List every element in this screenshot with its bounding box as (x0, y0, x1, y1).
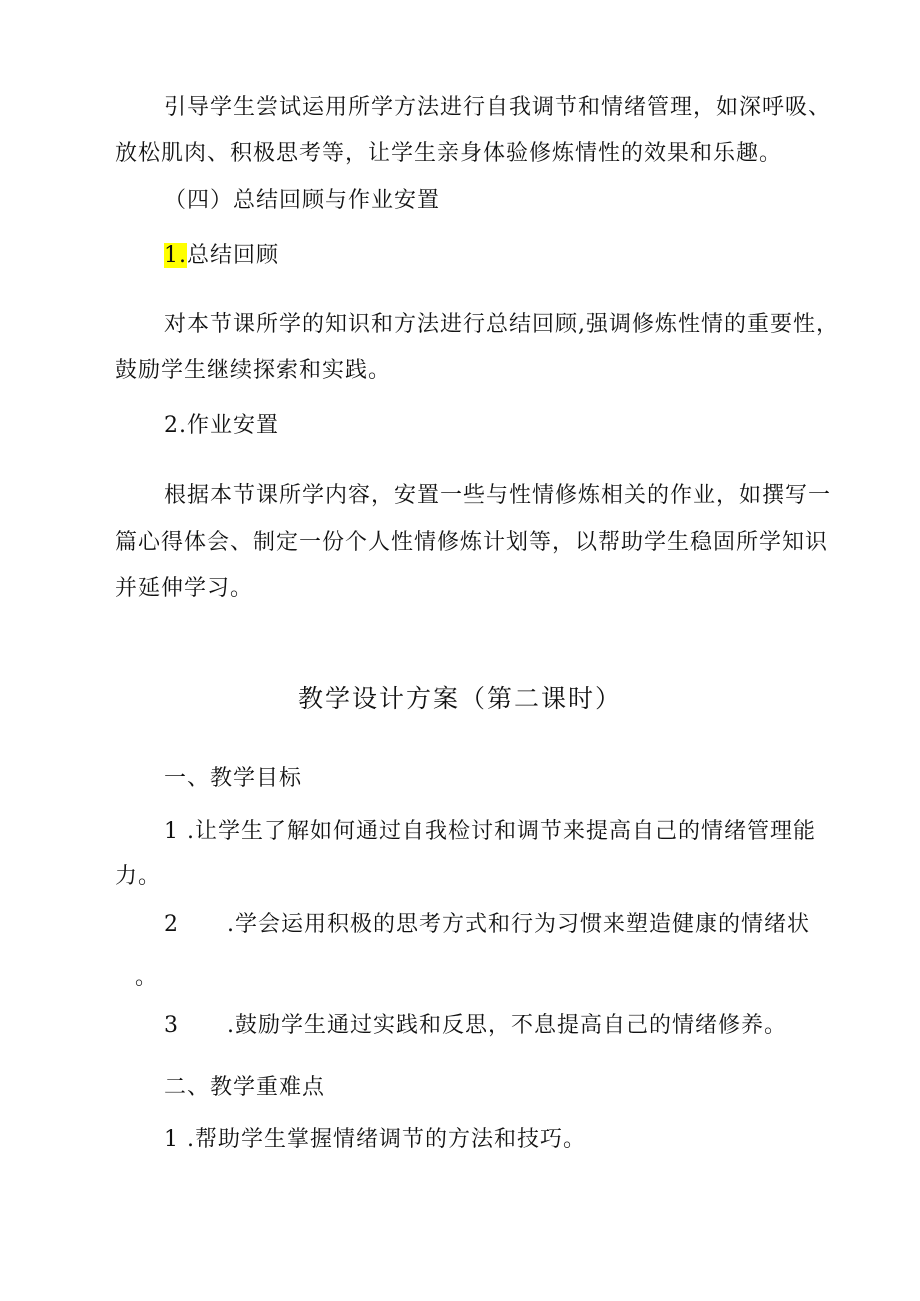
subsection-heading: 2.作业安置 (164, 413, 279, 438)
body-text-line: 篇心得体会、制定一份个人性情修炼计划等，以帮助学生稳固所学知识 (115, 530, 829, 555)
section-heading: 一、教学目标 (164, 766, 303, 791)
body-text-line: 并延伸学习。 (115, 576, 254, 601)
list-item-continuation: 力。 (115, 864, 162, 889)
list-item-text: .学会运用积极的思考方式和行为习惯来塑造健康的情绪状 (227, 912, 810, 937)
body-text-line: 引导学生尝试运用所学方法进行自我调节和情绪管理，如深呼吸、 (164, 95, 832, 120)
body-text-line: 放松肌肉、积极思考等，让学生亲身体验修炼情性的效果和乐趣。 (115, 141, 783, 166)
section-heading: （四）总结回顾与作业安置 (164, 188, 441, 213)
subsection-heading-text: 总结回顾 (187, 243, 280, 268)
highlighted-number: 1. (164, 243, 187, 268)
list-item-number: 3 (164, 1013, 179, 1038)
list-item-number: 2 (164, 912, 179, 937)
page-title: 教学设计方案（第二课时） (297, 684, 622, 713)
body-text-line: 鼓励学生继续探索和实践。 (115, 358, 392, 383)
list-item: 1 .帮助学生掌握情绪调节的方法和技巧。 (164, 1127, 586, 1152)
body-text-line: 对本节课所学的知识和方法进行总结回顾,强调修炼性情的重要性， (164, 312, 839, 337)
list-item: 1 .让学生了解如何通过自我检讨和调节来提高自己的情绪管理能 (164, 819, 816, 844)
list-item (164, 1011, 787, 1041)
subsection-heading (164, 241, 279, 271)
list-item-continuation: 。 (135, 965, 159, 990)
section-heading: 二、教学重难点 (164, 1075, 326, 1100)
body-text-line: 根据本节课所学内容，安置一些与性情修炼相关的作业，如撰写一 (164, 483, 832, 508)
list-item-text: .鼓励学生通过实践和反思，不息提高自己的情绪修养。 (227, 1013, 787, 1038)
list-item (164, 910, 810, 940)
